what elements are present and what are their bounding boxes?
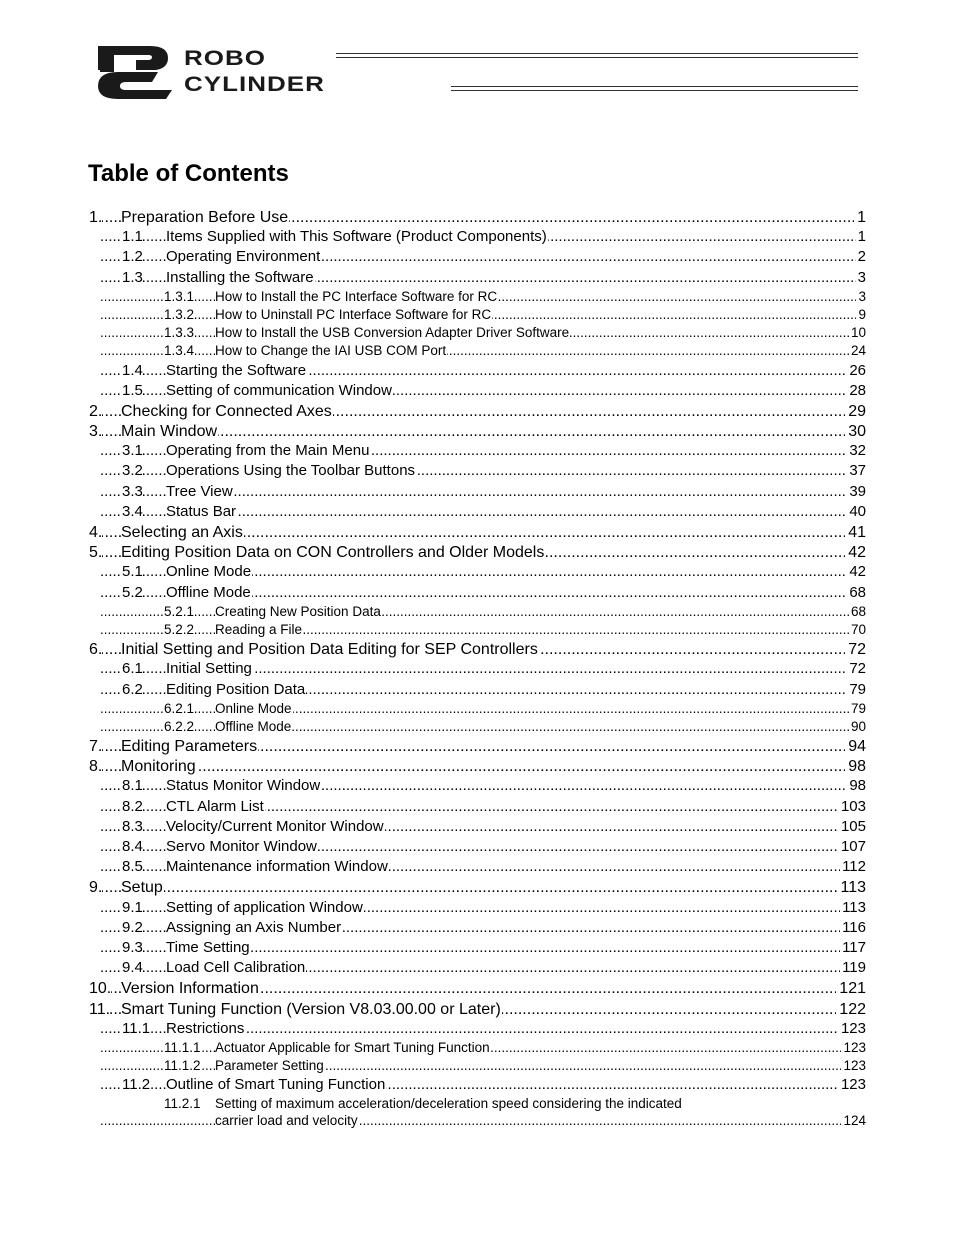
toc-entry[interactable]	[0, 978, 954, 998]
toc-leader-dots	[100, 757, 866, 777]
toc-entry-page: 123	[843, 1039, 866, 1055]
toc-entry-title: Tree View	[166, 482, 233, 500]
page-title: Table of Contents	[88, 160, 289, 187]
toc-entry-title: Checking for Connected Axes	[121, 402, 332, 420]
toc-entry-number: 8.	[89, 758, 103, 776]
toc-entry-number: 1.4	[122, 361, 143, 379]
toc-entry-page: 68	[850, 603, 866, 619]
toc-entry-title: How to Install the USB Conversion Adapter Driver Software	[215, 325, 570, 341]
toc-entry-page: 40	[849, 502, 866, 520]
toc-entry-page: 3	[857, 268, 866, 286]
toc-entry-page: 98	[845, 757, 866, 777]
toc-entry[interactable]	[0, 603, 954, 621]
toc-entry-title: Setup	[121, 879, 163, 897]
logo-text-cylinder: CYLINDER	[184, 71, 325, 96]
toc-entry-title: Operating Environment	[166, 248, 321, 266]
toc-entry-number: 1.	[89, 209, 103, 226]
toc-entry-title: Velocity/Current Monitor Window	[166, 817, 384, 835]
toc-entry-number: 1.3.1	[164, 288, 195, 304]
toc-entry-title: Setting of maximum acceleration/deceleration speed considering the indicated	[215, 1096, 682, 1112]
toc-entry-title: CTL Alarm List	[166, 797, 264, 815]
toc-entry[interactable]	[0, 958, 954, 978]
toc-entry[interactable]	[0, 621, 954, 639]
toc-entry-title: Assigning an Axis Number	[166, 918, 342, 936]
toc-entry-page: 30	[845, 422, 866, 442]
toc-entry-title: Setting of communication Window	[166, 381, 392, 399]
toc-entry-number: 5.2	[122, 583, 143, 601]
toc-entry-page: 32	[849, 442, 866, 460]
toc-entry-page: 3	[858, 288, 866, 304]
toc-entry-number: 8.2	[122, 797, 143, 815]
toc-entry-title: Version Information	[121, 980, 259, 998]
toc-entry-title: Load Cell Calibration	[166, 959, 306, 977]
toc-entry[interactable]	[0, 817, 954, 837]
header-rule	[336, 53, 858, 54]
toc-entry[interactable]	[0, 1019, 954, 1039]
toc-entry-title: Monitoring	[121, 758, 196, 776]
toc-entry[interactable]	[0, 918, 954, 938]
toc-entry-number: 1.5	[122, 381, 143, 399]
toc-entry-page: 122	[836, 1000, 866, 1020]
toc-entry-title: Status Bar	[166, 502, 237, 520]
toc-entry[interactable]	[0, 401, 954, 421]
toc-entry[interactable]	[0, 680, 954, 700]
toc-entry-number: 5.1	[122, 563, 143, 581]
toc-entry-title: Reading a File	[215, 621, 303, 637]
toc-entry-number: 8.4	[122, 838, 143, 855]
toc-entry-number: 2.	[89, 402, 103, 420]
toc-entry-page: 42	[845, 543, 866, 563]
toc-entry-title: Status Monitor Window	[166, 777, 321, 795]
toc-entry[interactable]	[0, 247, 954, 267]
toc-entry-title: Offline Mode	[215, 718, 292, 734]
toc-entry-number: 9.1	[122, 898, 143, 916]
toc-entry-title: Editing Parameters	[121, 738, 258, 756]
toc-entry-page: 28	[849, 381, 866, 399]
header-rule	[451, 90, 858, 91]
toc-entry-title: How to Change the IAI USB COM Port	[215, 343, 447, 359]
toc-entry[interactable]	[0, 1095, 954, 1131]
toc-entry[interactable]	[0, 421, 954, 441]
toc-entry-title: Operating from the Main Menu	[166, 442, 370, 460]
toc-entry-title: Restrictions	[166, 1019, 245, 1037]
toc-entry-title: Preparation Before Use	[121, 209, 289, 226]
toc-entry-number: 5.2.2	[164, 621, 195, 637]
toc-entry-title-continued: carrier load and velocity	[215, 1113, 358, 1129]
toc-entry-title: Initial Setting	[166, 660, 252, 678]
toc-entry-title: Actuator Applicable for Smart Tuning Function	[215, 1039, 490, 1055]
toc-entry[interactable]	[0, 1075, 954, 1095]
toc-entry-number: 3.	[89, 423, 103, 441]
toc-entry-number: 7.	[89, 738, 103, 756]
toc-entry-title: How to Uninstall PC Interface Software for RC	[215, 306, 492, 322]
header-rule	[451, 86, 858, 87]
toc-entry[interactable]	[0, 324, 954, 342]
toc-entry[interactable]	[0, 522, 954, 542]
toc-entry-number: 11.	[89, 1000, 111, 1018]
toc-entry[interactable]	[0, 999, 954, 1019]
toc-entry-page: 39	[849, 482, 866, 500]
toc-entry[interactable]	[0, 659, 954, 679]
toc-entry-number: 11.1	[122, 1019, 151, 1037]
toc-entry-page: 72	[845, 640, 866, 660]
toc-entry-number: 8.1	[122, 777, 143, 795]
toc-entry[interactable]	[0, 361, 954, 381]
toc-entry-title: Editing Position Data	[166, 680, 306, 698]
toc-entry-title: Main Window	[121, 423, 218, 441]
toc-entry[interactable]	[0, 288, 954, 306]
toc-entry[interactable]	[0, 718, 954, 736]
toc-entry-number: 1.3	[122, 268, 143, 286]
toc-entry-number: 11.1.1	[164, 1039, 201, 1055]
toc-entry[interactable]	[0, 639, 954, 659]
toc-entry-page: 123	[840, 1076, 866, 1094]
toc-entry-number: 5.	[89, 544, 103, 562]
rc-logo-icon	[96, 44, 176, 100]
toc-entry-number: 6.1	[122, 660, 143, 678]
toc-entry-number: 8.3	[122, 817, 143, 835]
toc-entry[interactable]	[0, 461, 954, 481]
toc-entry-number: 3.1	[122, 442, 143, 460]
toc-entry-page: 124	[843, 1113, 866, 1129]
toc-entry[interactable]	[0, 207, 954, 227]
toc-entry-number: 1.2	[122, 248, 143, 266]
toc-entry-page: 9	[858, 306, 866, 322]
toc-entry-number: 4.	[89, 524, 103, 541]
toc-entry-page: 42	[849, 563, 866, 581]
toc-entry[interactable]	[0, 1057, 954, 1075]
toc-entry-title: Time Setting	[166, 938, 250, 956]
toc-entry-number: 6.2.1	[164, 700, 195, 716]
toc-entry-title: Servo Monitor Window	[166, 838, 317, 855]
toc-entry-number: 6.2	[122, 680, 143, 698]
toc-entry[interactable]	[0, 857, 954, 877]
robo-cylinder-logo	[96, 44, 858, 100]
toc-entry-page: 107	[840, 838, 866, 855]
toc-entry[interactable]	[0, 583, 954, 603]
toc-entry-title: Maintenance information Window	[166, 858, 388, 876]
toc-entry-number: 6.	[89, 641, 103, 659]
toc-entry-number: 9.	[89, 879, 103, 897]
toc-entry-title: How to Install the PC Interface Software for RC	[215, 288, 498, 304]
toc-entry[interactable]	[0, 756, 954, 776]
toc-leader-dots	[100, 878, 866, 898]
toc-entry-page: 37	[849, 462, 866, 480]
toc-entry-number: 3.2	[122, 462, 143, 480]
toc-entry-page: 24	[850, 343, 866, 359]
toc-entry-title: Smart Tuning Function (Version V8.03.00.00 or Later)	[121, 1000, 501, 1018]
toc-entry-number: 1.3.3	[164, 325, 195, 341]
toc-entry-number: 3.4	[122, 502, 143, 520]
toc-entry-page: 1	[857, 228, 866, 246]
toc-entry-page: 112	[842, 858, 866, 876]
toc-entry-page: 113	[842, 898, 866, 916]
toc-entry-number: 1.3.2	[164, 306, 195, 322]
toc-entry[interactable]	[0, 502, 954, 522]
toc-entry-number: 1.3.4	[164, 343, 195, 359]
toc-entry-number: 11.1.2	[164, 1058, 201, 1074]
toc-entry[interactable]	[0, 441, 954, 461]
toc-entry-number: 8.5	[122, 858, 143, 876]
toc-entry-number: 9.2	[122, 918, 143, 936]
toc-entry[interactable]	[0, 877, 954, 897]
toc-entry-page: 117	[842, 938, 866, 956]
toc-entry-title: Selecting an Axis	[121, 524, 243, 541]
toc-entry-page: 26	[849, 361, 866, 379]
toc-entry[interactable]	[0, 227, 954, 247]
toc-entry[interactable]	[0, 1039, 954, 1057]
toc-entry[interactable]	[0, 306, 954, 324]
toc-entry-number: 11.2.1	[164, 1096, 201, 1112]
toc-entry-page: 29	[845, 402, 866, 422]
toc-entry[interactable]	[0, 482, 954, 502]
toc-entry-page: 98	[849, 777, 866, 795]
toc-entry[interactable]	[0, 776, 954, 796]
toc-entry[interactable]	[0, 542, 954, 562]
toc-entry-number: 3.3	[122, 482, 143, 500]
toc-entry-number: 9.4	[122, 959, 143, 977]
toc-entry-page: 116	[842, 918, 866, 936]
toc-entry-title: Starting the Software	[166, 361, 307, 379]
toc-entry-page: 119	[842, 959, 866, 977]
table-of-contents	[0, 207, 954, 1131]
toc-entry-page: 123	[840, 1019, 866, 1037]
toc-entry[interactable]	[0, 268, 954, 288]
toc-entry[interactable]	[0, 700, 954, 718]
toc-entry-page: 10	[850, 325, 866, 341]
toc-entry-title: Items Supplied with This Software (Product Components)	[166, 228, 547, 246]
toc-entry-page: 103	[840, 797, 866, 815]
toc-entry-page: 105	[840, 817, 866, 835]
toc-entry-title: Installing the Software	[166, 268, 314, 286]
toc-entry-title: Online Mode	[215, 700, 292, 716]
toc-entry[interactable]	[0, 797, 954, 817]
toc-entry-page: 79	[850, 700, 866, 716]
toc-entry-page: 70	[850, 621, 866, 637]
toc-entry[interactable]	[0, 837, 954, 857]
toc-entry-page: 68	[849, 583, 866, 601]
toc-entry-page: 41	[845, 523, 866, 543]
toc-entry-title: Operations Using the Toolbar Buttons	[166, 462, 416, 480]
toc-entry[interactable]	[0, 736, 954, 756]
toc-entry-page: 113	[837, 878, 866, 898]
toc-entry-page: 72	[849, 660, 866, 678]
toc-entry-title: Initial Setting and Position Data Editing for SEP Controllers	[121, 641, 538, 659]
toc-entry-number: 9.3	[122, 938, 143, 956]
toc-entry-title: Offline Mode	[166, 583, 251, 601]
toc-entry[interactable]	[0, 562, 954, 582]
toc-entry-page: 2	[857, 248, 866, 266]
toc-entry[interactable]	[0, 898, 954, 918]
toc-entry-page: 94	[845, 737, 866, 757]
toc-entry[interactable]	[0, 381, 954, 401]
toc-entry-page: 79	[849, 680, 866, 698]
toc-entry[interactable]	[0, 938, 954, 958]
toc-entry-number: 11.2	[122, 1076, 151, 1094]
toc-entry[interactable]	[0, 342, 954, 360]
toc-entry-title: Creating New Position Data	[215, 603, 381, 619]
toc-entry-page: 123	[843, 1058, 866, 1074]
toc-entry-title: Parameter Setting	[215, 1058, 324, 1074]
toc-entry-number: 10.	[89, 980, 112, 998]
logo-text-robo: ROBO	[184, 45, 266, 70]
toc-entry-page: 90	[850, 718, 866, 734]
toc-entry-page: 121	[836, 979, 866, 999]
toc-entry-title: Editing Position Data on CON Controllers and Older Models	[121, 544, 545, 562]
toc-entry-title: Setting of application Window	[166, 898, 363, 916]
toc-entry-number: 6.2.2	[164, 718, 195, 734]
toc-entry-title: Online Mode	[166, 563, 252, 581]
toc-entry-page: 1	[854, 208, 866, 228]
header-rule	[336, 57, 858, 58]
toc-entry-number: 5.2.1	[164, 603, 195, 619]
toc-entry-number: 1.1	[122, 228, 143, 246]
toc-entry-title: Outline of Smart Tuning Function	[166, 1076, 386, 1094]
